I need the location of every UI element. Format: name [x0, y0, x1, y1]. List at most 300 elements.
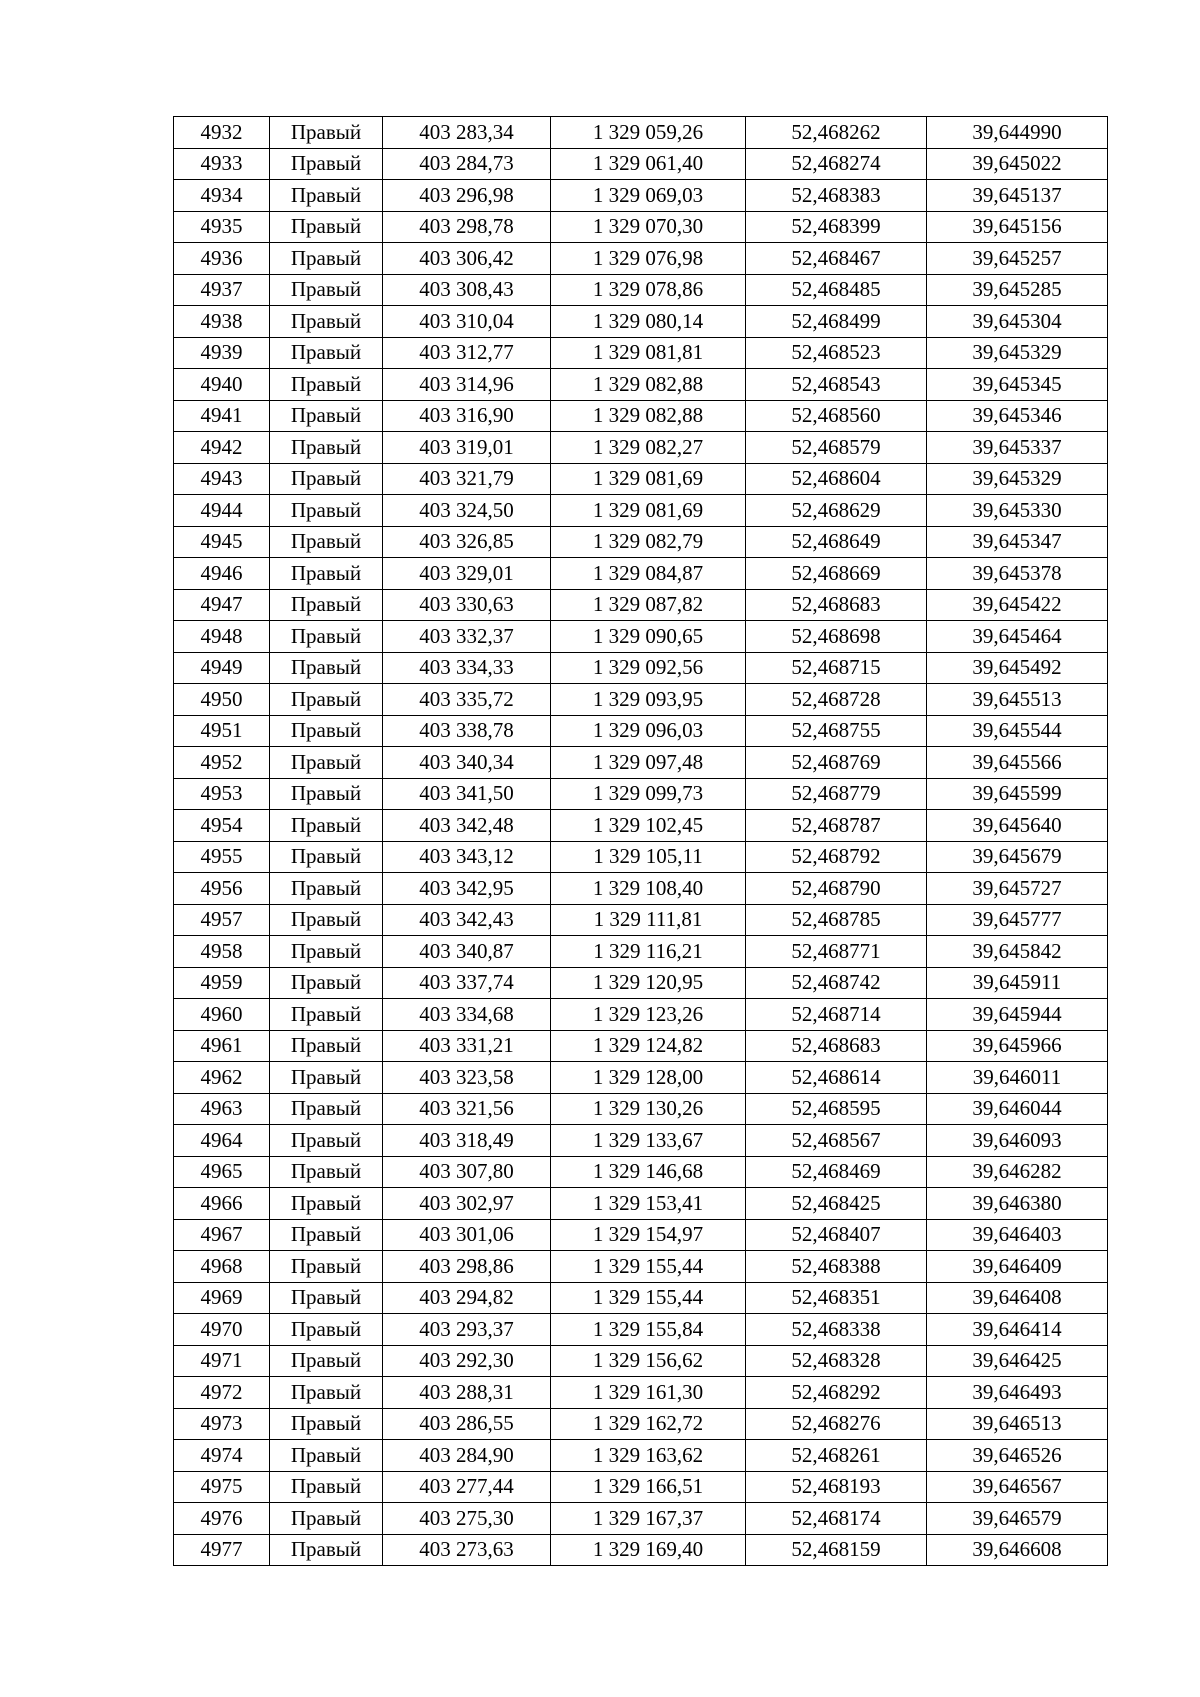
point-number-cell: 4940 [174, 369, 270, 401]
longitude-cell: 39,645346 [927, 400, 1108, 432]
latitude-cell: 52,468274 [746, 148, 927, 180]
y-coordinate-cell: 1 329 076,98 [551, 243, 746, 275]
longitude-cell: 39,645329 [927, 463, 1108, 495]
side-cell: Правый [270, 1030, 383, 1062]
x-coordinate-cell: 403 308,43 [383, 274, 551, 306]
latitude-cell: 52,468388 [746, 1251, 927, 1283]
latitude-cell: 52,468383 [746, 180, 927, 212]
point-number-cell: 4950 [174, 684, 270, 716]
longitude-cell: 39,645304 [927, 306, 1108, 338]
latitude-cell: 52,468523 [746, 337, 927, 369]
longitude-cell: 39,645022 [927, 148, 1108, 180]
point-number-cell: 4948 [174, 621, 270, 653]
y-coordinate-cell: 1 329 059,26 [551, 117, 746, 149]
x-coordinate-cell: 403 283,34 [383, 117, 551, 149]
table-row [174, 1314, 1108, 1346]
latitude-cell: 52,468579 [746, 432, 927, 464]
longitude-cell: 39,645329 [927, 337, 1108, 369]
table-row [174, 589, 1108, 621]
x-coordinate-cell: 403 331,21 [383, 1030, 551, 1062]
longitude-cell: 39,644990 [927, 117, 1108, 149]
longitude-cell: 39,645566 [927, 747, 1108, 779]
latitude-cell: 52,468715 [746, 652, 927, 684]
coordinates-table-body [174, 117, 1108, 1566]
x-coordinate-cell: 403 335,72 [383, 684, 551, 716]
latitude-cell: 52,468755 [746, 715, 927, 747]
table-row [174, 1062, 1108, 1094]
latitude-cell: 52,468595 [746, 1093, 927, 1125]
y-coordinate-cell: 1 329 061,40 [551, 148, 746, 180]
longitude-cell: 39,645137 [927, 180, 1108, 212]
point-number-cell: 4951 [174, 715, 270, 747]
point-number-cell: 4960 [174, 999, 270, 1031]
side-cell: Правый [270, 715, 383, 747]
x-coordinate-cell: 403 326,85 [383, 526, 551, 558]
y-coordinate-cell: 1 329 078,86 [551, 274, 746, 306]
side-cell: Правый [270, 873, 383, 905]
longitude-cell: 39,646403 [927, 1219, 1108, 1251]
longitude-cell: 39,645727 [927, 873, 1108, 905]
longitude-cell: 39,646608 [927, 1534, 1108, 1566]
table-row [174, 558, 1108, 590]
y-coordinate-cell: 1 329 080,14 [551, 306, 746, 338]
latitude-cell: 52,468425 [746, 1188, 927, 1220]
point-number-cell: 4933 [174, 148, 270, 180]
y-coordinate-cell: 1 329 153,41 [551, 1188, 746, 1220]
table-row [174, 841, 1108, 873]
side-cell: Правый [270, 432, 383, 464]
y-coordinate-cell: 1 329 070,30 [551, 211, 746, 243]
table-row [174, 1030, 1108, 1062]
table-row [174, 1408, 1108, 1440]
latitude-cell: 52,468614 [746, 1062, 927, 1094]
table-row [174, 526, 1108, 558]
longitude-cell: 39,645285 [927, 274, 1108, 306]
longitude-cell: 39,646408 [927, 1282, 1108, 1314]
table-row [174, 1156, 1108, 1188]
y-coordinate-cell: 1 329 154,97 [551, 1219, 746, 1251]
latitude-cell: 52,468499 [746, 306, 927, 338]
point-number-cell: 4944 [174, 495, 270, 527]
table-row [174, 1377, 1108, 1409]
y-coordinate-cell: 1 329 124,82 [551, 1030, 746, 1062]
point-number-cell: 4969 [174, 1282, 270, 1314]
coordinates-table [173, 116, 1108, 1566]
point-number-cell: 4958 [174, 936, 270, 968]
longitude-cell: 39,646425 [927, 1345, 1108, 1377]
x-coordinate-cell: 403 318,49 [383, 1125, 551, 1157]
y-coordinate-cell: 1 329 128,00 [551, 1062, 746, 1094]
point-number-cell: 4952 [174, 747, 270, 779]
side-cell: Правый [270, 999, 383, 1031]
latitude-cell: 52,468567 [746, 1125, 927, 1157]
longitude-cell: 39,645378 [927, 558, 1108, 590]
table-row [174, 148, 1108, 180]
x-coordinate-cell: 403 341,50 [383, 778, 551, 810]
table-row [174, 1440, 1108, 1472]
latitude-cell: 52,468261 [746, 1440, 927, 1472]
x-coordinate-cell: 403 275,30 [383, 1503, 551, 1535]
side-cell: Правый [270, 1219, 383, 1251]
longitude-cell: 39,645347 [927, 526, 1108, 558]
table-row [174, 306, 1108, 338]
latitude-cell: 52,468543 [746, 369, 927, 401]
latitude-cell: 52,468742 [746, 967, 927, 999]
y-coordinate-cell: 1 329 082,27 [551, 432, 746, 464]
point-number-cell: 4965 [174, 1156, 270, 1188]
latitude-cell: 52,468604 [746, 463, 927, 495]
y-coordinate-cell: 1 329 084,87 [551, 558, 746, 590]
longitude-cell: 39,645422 [927, 589, 1108, 621]
side-cell: Правый [270, 337, 383, 369]
latitude-cell: 52,468292 [746, 1377, 927, 1409]
x-coordinate-cell: 403 338,78 [383, 715, 551, 747]
latitude-cell: 52,468779 [746, 778, 927, 810]
point-number-cell: 4962 [174, 1062, 270, 1094]
x-coordinate-cell: 403 314,96 [383, 369, 551, 401]
side-cell: Правый [270, 936, 383, 968]
latitude-cell: 52,468159 [746, 1534, 927, 1566]
x-coordinate-cell: 403 342,48 [383, 810, 551, 842]
table-row [174, 1503, 1108, 1535]
longitude-cell: 39,645464 [927, 621, 1108, 653]
x-coordinate-cell: 403 284,90 [383, 1440, 551, 1472]
latitude-cell: 52,468351 [746, 1282, 927, 1314]
x-coordinate-cell: 403 340,87 [383, 936, 551, 968]
y-coordinate-cell: 1 329 166,51 [551, 1471, 746, 1503]
point-number-cell: 4942 [174, 432, 270, 464]
side-cell: Правый [270, 526, 383, 558]
point-number-cell: 4963 [174, 1093, 270, 1125]
latitude-cell: 52,468714 [746, 999, 927, 1031]
point-number-cell: 4970 [174, 1314, 270, 1346]
side-cell: Правый [270, 652, 383, 684]
side-cell: Правый [270, 1314, 383, 1346]
x-coordinate-cell: 403 332,37 [383, 621, 551, 653]
latitude-cell: 52,468399 [746, 211, 927, 243]
side-cell: Правый [270, 1062, 383, 1094]
latitude-cell: 52,468728 [746, 684, 927, 716]
point-number-cell: 4975 [174, 1471, 270, 1503]
side-cell: Правый [270, 117, 383, 149]
longitude-cell: 39,645337 [927, 432, 1108, 464]
latitude-cell: 52,468683 [746, 1030, 927, 1062]
y-coordinate-cell: 1 329 082,79 [551, 526, 746, 558]
side-cell: Правый [270, 180, 383, 212]
table-row [174, 463, 1108, 495]
point-number-cell: 4941 [174, 400, 270, 432]
table-row [174, 652, 1108, 684]
latitude-cell: 52,468174 [746, 1503, 927, 1535]
side-cell: Правый [270, 1282, 383, 1314]
x-coordinate-cell: 403 337,74 [383, 967, 551, 999]
longitude-cell: 39,645513 [927, 684, 1108, 716]
y-coordinate-cell: 1 329 133,67 [551, 1125, 746, 1157]
longitude-cell: 39,645345 [927, 369, 1108, 401]
side-cell: Правый [270, 1125, 383, 1157]
point-number-cell: 4956 [174, 873, 270, 905]
point-number-cell: 4939 [174, 337, 270, 369]
latitude-cell: 52,468683 [746, 589, 927, 621]
point-number-cell: 4966 [174, 1188, 270, 1220]
point-number-cell: 4949 [174, 652, 270, 684]
longitude-cell: 39,646579 [927, 1503, 1108, 1535]
x-coordinate-cell: 403 293,37 [383, 1314, 551, 1346]
longitude-cell: 39,646093 [927, 1125, 1108, 1157]
table-row [174, 495, 1108, 527]
latitude-cell: 52,468785 [746, 904, 927, 936]
latitude-cell: 52,468790 [746, 873, 927, 905]
longitude-cell: 39,645640 [927, 810, 1108, 842]
longitude-cell: 39,645599 [927, 778, 1108, 810]
x-coordinate-cell: 403 316,90 [383, 400, 551, 432]
x-coordinate-cell: 403 319,01 [383, 432, 551, 464]
side-cell: Правый [270, 621, 383, 653]
x-coordinate-cell: 403 273,63 [383, 1534, 551, 1566]
longitude-cell: 39,645492 [927, 652, 1108, 684]
point-number-cell: 4973 [174, 1408, 270, 1440]
point-number-cell: 4953 [174, 778, 270, 810]
side-cell: Правый [270, 967, 383, 999]
x-coordinate-cell: 403 334,68 [383, 999, 551, 1031]
point-number-cell: 4967 [174, 1219, 270, 1251]
point-number-cell: 4937 [174, 274, 270, 306]
latitude-cell: 52,468787 [746, 810, 927, 842]
table-row [174, 747, 1108, 779]
longitude-cell: 39,646044 [927, 1093, 1108, 1125]
side-cell: Правый [270, 1345, 383, 1377]
point-number-cell: 4976 [174, 1503, 270, 1535]
latitude-cell: 52,468276 [746, 1408, 927, 1440]
table-row [174, 621, 1108, 653]
longitude-cell: 39,646526 [927, 1440, 1108, 1472]
longitude-cell: 39,645777 [927, 904, 1108, 936]
latitude-cell: 52,468407 [746, 1219, 927, 1251]
y-coordinate-cell: 1 329 069,03 [551, 180, 746, 212]
longitude-cell: 39,646513 [927, 1408, 1108, 1440]
table-row [174, 337, 1108, 369]
side-cell: Правый [270, 495, 383, 527]
x-coordinate-cell: 403 342,95 [383, 873, 551, 905]
side-cell: Правый [270, 1188, 383, 1220]
x-coordinate-cell: 403 330,63 [383, 589, 551, 621]
longitude-cell: 39,646414 [927, 1314, 1108, 1346]
y-coordinate-cell: 1 329 169,40 [551, 1534, 746, 1566]
y-coordinate-cell: 1 329 162,72 [551, 1408, 746, 1440]
x-coordinate-cell: 403 306,42 [383, 243, 551, 275]
side-cell: Правый [270, 148, 383, 180]
longitude-cell: 39,646493 [927, 1377, 1108, 1409]
table-row [174, 117, 1108, 149]
point-number-cell: 4968 [174, 1251, 270, 1283]
x-coordinate-cell: 403 342,43 [383, 904, 551, 936]
y-coordinate-cell: 1 329 081,81 [551, 337, 746, 369]
y-coordinate-cell: 1 329 102,45 [551, 810, 746, 842]
longitude-cell: 39,645156 [927, 211, 1108, 243]
latitude-cell: 52,468485 [746, 274, 927, 306]
y-coordinate-cell: 1 329 163,62 [551, 1440, 746, 1472]
y-coordinate-cell: 1 329 097,48 [551, 747, 746, 779]
y-coordinate-cell: 1 329 093,95 [551, 684, 746, 716]
side-cell: Правый [270, 810, 383, 842]
latitude-cell: 52,468467 [746, 243, 927, 275]
y-coordinate-cell: 1 329 082,88 [551, 369, 746, 401]
y-coordinate-cell: 1 329 081,69 [551, 463, 746, 495]
table-row [174, 904, 1108, 936]
point-number-cell: 4972 [174, 1377, 270, 1409]
table-row [174, 1345, 1108, 1377]
longitude-cell: 39,645257 [927, 243, 1108, 275]
side-cell: Правый [270, 841, 383, 873]
table-row [174, 810, 1108, 842]
point-number-cell: 4945 [174, 526, 270, 558]
y-coordinate-cell: 1 329 161,30 [551, 1377, 746, 1409]
x-coordinate-cell: 403 302,97 [383, 1188, 551, 1220]
table-row [174, 400, 1108, 432]
point-number-cell: 4947 [174, 589, 270, 621]
x-coordinate-cell: 403 324,50 [383, 495, 551, 527]
point-number-cell: 4961 [174, 1030, 270, 1062]
x-coordinate-cell: 403 298,86 [383, 1251, 551, 1283]
table-row [174, 936, 1108, 968]
table-row [174, 1093, 1108, 1125]
table-row [174, 1534, 1108, 1566]
longitude-cell: 39,646011 [927, 1062, 1108, 1094]
y-coordinate-cell: 1 329 108,40 [551, 873, 746, 905]
y-coordinate-cell: 1 329 123,26 [551, 999, 746, 1031]
side-cell: Правый [270, 1093, 383, 1125]
side-cell: Правый [270, 1251, 383, 1283]
table-row [174, 432, 1108, 464]
side-cell: Правый [270, 1156, 383, 1188]
side-cell: Правый [270, 369, 383, 401]
y-coordinate-cell: 1 329 090,65 [551, 621, 746, 653]
y-coordinate-cell: 1 329 099,73 [551, 778, 746, 810]
latitude-cell: 52,468769 [746, 747, 927, 779]
x-coordinate-cell: 403 340,34 [383, 747, 551, 779]
y-coordinate-cell: 1 329 155,44 [551, 1251, 746, 1283]
x-coordinate-cell: 403 288,31 [383, 1377, 551, 1409]
x-coordinate-cell: 403 329,01 [383, 558, 551, 590]
y-coordinate-cell: 1 329 096,03 [551, 715, 746, 747]
latitude-cell: 52,468560 [746, 400, 927, 432]
point-number-cell: 4943 [174, 463, 270, 495]
longitude-cell: 39,645679 [927, 841, 1108, 873]
x-coordinate-cell: 403 343,12 [383, 841, 551, 873]
table-row [174, 1219, 1108, 1251]
side-cell: Правый [270, 1534, 383, 1566]
side-cell: Правый [270, 904, 383, 936]
side-cell: Правый [270, 400, 383, 432]
x-coordinate-cell: 403 286,55 [383, 1408, 551, 1440]
side-cell: Правый [270, 211, 383, 243]
y-coordinate-cell: 1 329 087,82 [551, 589, 746, 621]
point-number-cell: 4964 [174, 1125, 270, 1157]
side-cell: Правый [270, 274, 383, 306]
x-coordinate-cell: 403 296,98 [383, 180, 551, 212]
point-number-cell: 4954 [174, 810, 270, 842]
latitude-cell: 52,468629 [746, 495, 927, 527]
y-coordinate-cell: 1 329 146,68 [551, 1156, 746, 1188]
longitude-cell: 39,645911 [927, 967, 1108, 999]
point-number-cell: 4936 [174, 243, 270, 275]
point-number-cell: 4971 [174, 1345, 270, 1377]
latitude-cell: 52,468262 [746, 117, 927, 149]
side-cell: Правый [270, 778, 383, 810]
x-coordinate-cell: 403 310,04 [383, 306, 551, 338]
point-number-cell: 4955 [174, 841, 270, 873]
table-row [174, 778, 1108, 810]
x-coordinate-cell: 403 277,44 [383, 1471, 551, 1503]
x-coordinate-cell: 403 312,77 [383, 337, 551, 369]
latitude-cell: 52,468669 [746, 558, 927, 590]
point-number-cell: 4957 [174, 904, 270, 936]
side-cell: Правый [270, 1408, 383, 1440]
side-cell: Правый [270, 306, 383, 338]
longitude-cell: 39,645330 [927, 495, 1108, 527]
table-row [174, 211, 1108, 243]
table-row [174, 684, 1108, 716]
longitude-cell: 39,646380 [927, 1188, 1108, 1220]
side-cell: Правый [270, 1377, 383, 1409]
y-coordinate-cell: 1 329 155,84 [551, 1314, 746, 1346]
x-coordinate-cell: 403 321,56 [383, 1093, 551, 1125]
table-row [174, 967, 1108, 999]
x-coordinate-cell: 403 294,82 [383, 1282, 551, 1314]
point-number-cell: 4974 [174, 1440, 270, 1472]
point-number-cell: 4959 [174, 967, 270, 999]
side-cell: Правый [270, 589, 383, 621]
y-coordinate-cell: 1 329 130,26 [551, 1093, 746, 1125]
y-coordinate-cell: 1 329 156,62 [551, 1345, 746, 1377]
y-coordinate-cell: 1 329 155,44 [551, 1282, 746, 1314]
table-row [174, 873, 1108, 905]
side-cell: Правый [270, 558, 383, 590]
y-coordinate-cell: 1 329 082,88 [551, 400, 746, 432]
y-coordinate-cell: 1 329 092,56 [551, 652, 746, 684]
table-row [174, 274, 1108, 306]
longitude-cell: 39,645544 [927, 715, 1108, 747]
side-cell: Правый [270, 1503, 383, 1535]
longitude-cell: 39,645944 [927, 999, 1108, 1031]
x-coordinate-cell: 403 284,73 [383, 148, 551, 180]
table-row [174, 1471, 1108, 1503]
latitude-cell: 52,468649 [746, 526, 927, 558]
point-number-cell: 4934 [174, 180, 270, 212]
point-number-cell: 4932 [174, 117, 270, 149]
table-row [174, 1251, 1108, 1283]
latitude-cell: 52,468328 [746, 1345, 927, 1377]
x-coordinate-cell: 403 301,06 [383, 1219, 551, 1251]
latitude-cell: 52,468193 [746, 1471, 927, 1503]
latitude-cell: 52,468338 [746, 1314, 927, 1346]
longitude-cell: 39,646567 [927, 1471, 1108, 1503]
longitude-cell: 39,645842 [927, 936, 1108, 968]
x-coordinate-cell: 403 298,78 [383, 211, 551, 243]
latitude-cell: 52,468792 [746, 841, 927, 873]
latitude-cell: 52,468771 [746, 936, 927, 968]
y-coordinate-cell: 1 329 111,81 [551, 904, 746, 936]
x-coordinate-cell: 403 321,79 [383, 463, 551, 495]
y-coordinate-cell: 1 329 105,11 [551, 841, 746, 873]
point-number-cell: 4935 [174, 211, 270, 243]
table-row [174, 369, 1108, 401]
table-row [174, 1188, 1108, 1220]
side-cell: Правый [270, 747, 383, 779]
side-cell: Правый [270, 684, 383, 716]
table-row [174, 999, 1108, 1031]
longitude-cell: 39,646282 [927, 1156, 1108, 1188]
